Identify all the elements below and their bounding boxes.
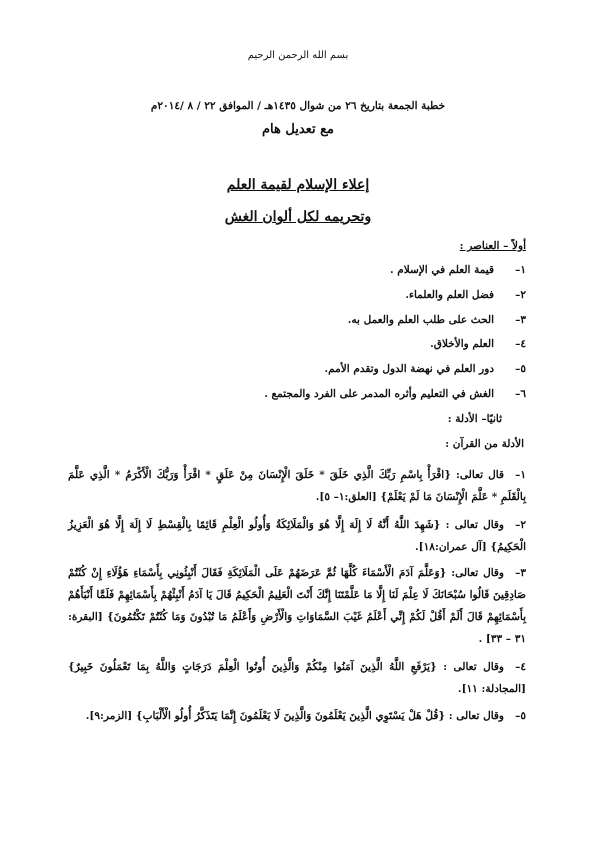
verse-text: قال تعالى: {اقْرَأْ بِاسْمِ رَبِّكَ الَّذِي خَلَقَ * خَلَقَ الْإِنْسَانَ مِنْ عَلَقٍ * اقْرَأْ وَرَبُّكَ الْأَكْرَمُ * الَّذِي عَلَّمَ بِالْقَلَمِ * عَلَّمَ الْإِنْسَانَ مَا لَمْ يَعْلَمْ} [العلق:١– ٥]. — [68, 469, 526, 503]
list-item — [66, 387, 526, 412]
list-item-text: قيمة العلم في الإسلام . — [389, 264, 494, 276]
verse-paragraph — [68, 705, 526, 727]
verse-text: وقال تعالى : {شَهِدَ اللَّهُ أَنَّهُ لَا إِلَهَ إِلَّا هُوَ وَالْمَلَائِكَةُ وَأُولُو الْعِلْمِ قَائِمًا بِالْقِسْطِ لَا إِلَهَ إِلَّا هُوَ الْعَزِيزُ الْحَكِيمُ} [آل عمران:١٨]. — [68, 519, 526, 553]
sermon-date-line: خطبة الجمعة بتاريخ ٢٦ من شوال ١٤٣٥هـ / الموافق ٢٢ / ٨ /٢٠١٤م — [150, 100, 446, 112]
verse-number: ١– — [515, 469, 526, 481]
list-item-text: دور العلم في نهضة الدول وتقدم الأمم. — [324, 363, 494, 376]
verse-number: ٥– — [515, 710, 526, 722]
list-item-number: ٦– — [515, 387, 526, 400]
list-item — [66, 337, 526, 362]
verse-text: وقال تعالى: {وَعَلَّمَ آدَمَ الْأَسْمَاءَ كُلَّهَا ثُمَّ عَرَضَهُمْ عَلَى الْمَلَائِكَةِ فَقَالَ أَنْبِئُونِي بِأَسْمَاءِ هَؤُلَاءِ إِنْ كُنْتُمْ صَادِقِينَ قَالُوا سُبْحَانَكَ لَا عِلْمَ لَنَا إِلَّا مَا عَلَّمْتَنَا إِنَّكَ أَنْتَ الْعَلِيمُ الْحَكِيمُ قَالَ يَا آدَمُ أَنْبِئْهُمْ بِأَسْمَائِهِمْ فَلَمَّا أَنْبَأَهُمْ بِأَسْمَائِهِمْ قَالَ أَلَمْ أَقُلْ لَكُمْ إِنِّي أَعْلَمُ غَيْبَ السَّمَاوَاتِ وَالْأَرْضِ وَأَعْلَمُ مَا تُبْدُونَ وَمَا كُنْتُمْ تَكْتُمُونَ} [البقرة: ٣١ – ٣٣] . — [68, 567, 526, 645]
verse-text: وقال تعالى : {قُلْ هَلْ يَسْتَوِي الَّذِينَ يَعْلَمُونَ وَالَّذِينَ لَا يَعْلَمُونَ إِنَّمَا يَتَذَكَّرُ أُولُو الْأَلْبَابِ} [الزمر:٩]. — [85, 710, 504, 722]
list-item-number: ١– — [515, 264, 526, 276]
evidence-heading: ثانيًا– الأدلة : — [447, 413, 502, 425]
quran-evidence-heading: الأدلة من القرآن : — [445, 438, 524, 450]
list-item-text: العلم والأخلاق. — [430, 338, 494, 351]
list-item-number: ٥– — [515, 363, 526, 376]
list-item — [66, 362, 526, 387]
verse-paragraph — [68, 464, 526, 508]
list-item-number: ٢– — [515, 288, 526, 301]
list-item-text: الغش في التعليم وأثره المدمر على الفرد والمجتمع . — [264, 387, 494, 400]
sermon-title-line-1: إعلاء الإسلام لقيمة العلم — [226, 177, 370, 193]
verse-paragraph — [68, 562, 526, 650]
verse-text: وقال تعالى : {يَرْفَعِ اللَّهُ الَّذِينَ آمَنُوا مِنْكُمْ وَالَّذِينَ أُوتُوا الْعِلْمَ دَرَجَاتٍ وَاللَّهُ بِمَا تَعْمَلُونَ خَبِيرٌ} [المجادلة: ١١]. — [68, 661, 526, 695]
list-item-number: ٤– — [515, 338, 526, 351]
sermon-title-line-2: وتحريمه لكل ألوان الغش — [224, 209, 372, 225]
list-item — [66, 263, 526, 288]
verse-paragraph — [68, 656, 526, 700]
verse-number: ٤– — [515, 661, 526, 673]
list-item-number: ٣– — [515, 313, 526, 326]
verse-number: ٢– — [515, 519, 526, 531]
list-item-text: الحث على طلب العلم والعمل به. — [347, 313, 494, 326]
list-item-text: فضل العلم والعلماء. — [405, 288, 494, 301]
list-item — [66, 313, 526, 338]
list-item — [66, 288, 526, 313]
verse-paragraph — [68, 514, 526, 558]
basmala: بسم الله الرحمن الرحيم — [247, 50, 349, 61]
elements-list — [66, 263, 526, 412]
verse-number: ٣– — [515, 567, 526, 579]
revision-note: مع تعديل هام — [262, 122, 334, 137]
elements-heading: أولاً – العناصر : — [459, 240, 526, 252]
